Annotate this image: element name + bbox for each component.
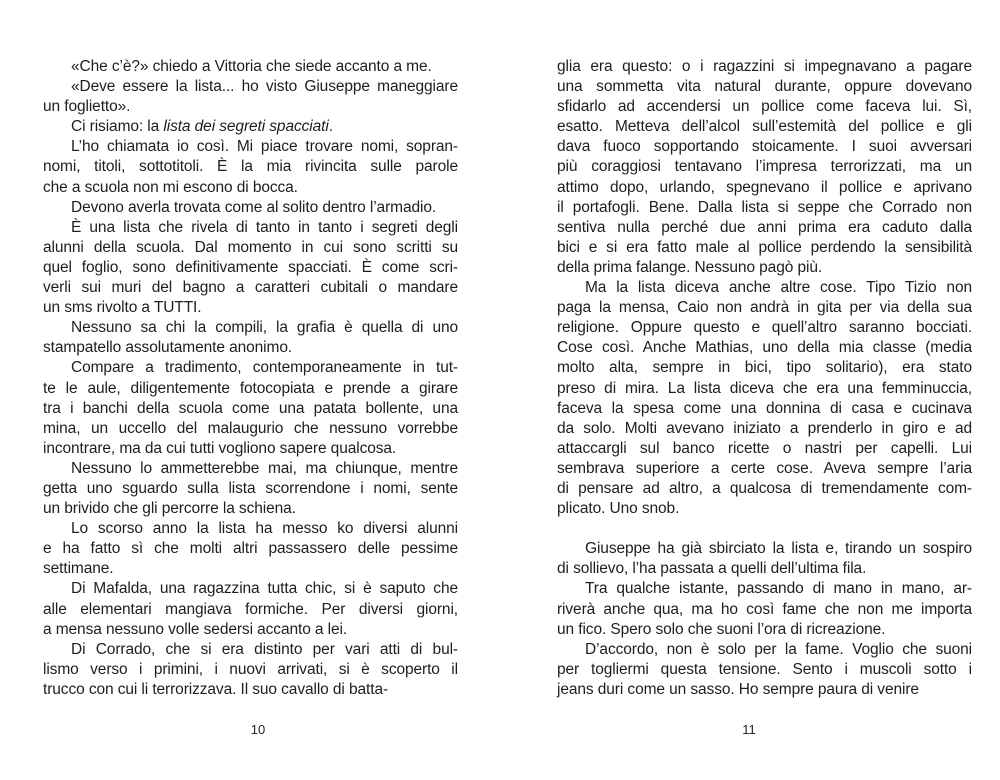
paragraph: [557, 640, 972, 700]
paragraph: [557, 539, 972, 579]
text-line: un fico. Spero solo che suoni l’ora di ricreazione.: [557, 620, 886, 638]
text-line: faceva la spesa come una donnina di casa e cucinava: [557, 399, 972, 417]
text-line: Giuseppe ha già sbirciato la lista e, tirando un sospiro: [585, 540, 972, 558]
text-line: Di Mafalda, una ragazzina tutta chic, si è saputo che: [71, 580, 458, 598]
text-line: di pensare ad altro, a qualcosa di tremendamente com-: [557, 479, 972, 497]
text-line: mina, un uccello del malaugurio che nessuno vorrebbe: [43, 419, 458, 437]
text-line: a mensa nessuno volle sedersi accanto a lei.: [43, 620, 348, 638]
text-line: da solo. Molti avevano iniziato a prenderlo in giro e ad: [557, 419, 972, 437]
text-line: riverà anche qua, ma ho così fame che non me importa: [557, 600, 972, 618]
text-line: L’ho chiamata io così. Mi piace trovare nomi, sopran-: [71, 138, 458, 156]
text-line: attimo dopo, urlando, spegnevano il pollice e aprivano: [557, 178, 972, 196]
text-line: quel foglio, sono definitivamente spacciati. È come scri-: [43, 258, 458, 276]
text-line: attaccargli sul banco ricette o nastri per capelli. Lui: [557, 439, 972, 457]
text-line: esatto. Metteva dell’alcol sull’estemità del pollice e gli: [557, 118, 972, 136]
text-line: Ma la lista diceva anche altre cose. Tipo Tizio non: [585, 279, 972, 297]
text-line: trucco con cui li terrorizzava. Il suo cavallo di batta-: [43, 680, 389, 698]
paragraph: [557, 57, 972, 278]
text-line: una sommetta vita natural durante, oppure dovevano: [557, 78, 972, 96]
paragraph: [43, 77, 458, 117]
text-line: un brivido che gli percorre la schiena.: [43, 500, 296, 518]
paragraph: [43, 218, 458, 318]
text-line: Nessuno lo ammetterebbe mai, ma chiunque, mentre: [71, 459, 458, 477]
paragraph: [43, 117, 458, 137]
text-line: verli sui muri del bagno a caratteri cubitali o mandare: [43, 279, 458, 297]
paragraph: [43, 137, 458, 197]
paragraph: [557, 278, 972, 519]
text-line: È una lista che rivela di tanto in tanto i segreti degli: [71, 218, 458, 236]
text-line: Di Corrado, che si era distinto per vari atti di bul-: [71, 640, 458, 658]
text-line: Devono averla trovata come al solito dentro l’armadio.: [71, 198, 437, 216]
text-line: bici e si era fatto male al pollice perdendo la sensibilità: [557, 238, 972, 256]
text-line: preso di mira. La lista diceva che era una femminuccia,: [557, 379, 972, 397]
text-line: Cose così. Anche Mathias, uno della mia classe (media: [557, 339, 972, 357]
page-number-left: 10: [250, 722, 266, 737]
text-line: tra i banchi della scuola come una patata bollente, una: [43, 399, 458, 417]
text-line: lismo verso i primini, i nuovi arrivati, si è scoperto il: [43, 660, 458, 678]
paragraph: [43, 57, 458, 77]
text-line: dava fuoco sopportando stoicamente. I suoi avversari: [557, 138, 972, 156]
text-line: te le aule, diligentemente fotocopiata e prende a girare: [43, 379, 458, 397]
italic-text: lista dei segreti spacciati: [163, 118, 329, 136]
paragraph: [557, 579, 972, 639]
text-line: alunni della scuola. Dal momento in cui sono scritti su: [43, 238, 458, 256]
text-line: Compare a tradimento, contemporaneamente in tut-: [71, 359, 458, 377]
text-line: sentiva nulla perché due anni prima era caduto dalla: [557, 218, 972, 236]
text-segment: .: [328, 118, 333, 136]
text-line: «Deve essere la lista... ho visto Giuseppe maneggiare: [71, 78, 458, 96]
text-line: Lo scorso anno la lista ha messo ko diversi alunni: [71, 520, 458, 538]
text-line: incontrare, ma da cui tutti vogliono sapere qualcosa.: [43, 439, 397, 457]
paragraph: [43, 640, 458, 700]
text-segment: Ci risiamo: la: [71, 118, 164, 136]
text-line: plicato. Uno snob.: [557, 500, 680, 518]
paragraph: [43, 579, 458, 639]
text-line: Nessuno sa chi la compili, la grafia è quella di uno: [71, 319, 458, 337]
paragraph: [43, 459, 458, 519]
text-line: glia era questo: o i ragazzini si impegnavano a pagare: [557, 58, 972, 75]
text-line: stampatello assolutamente anonimo.: [43, 339, 293, 357]
text-line: nomi, titoli, sottotitoli. È la mia rivincita sulle parole: [43, 158, 458, 176]
text-line: della prima falange. Nessuno pagò più.: [557, 258, 823, 276]
paragraph: [43, 358, 458, 458]
text-line: Tra qualche istante, passando di mano in mano, ar-: [585, 580, 972, 598]
page-left-text-block: [43, 57, 458, 700]
text-line: jeans duri come un sasso. Ho sempre paura di venire: [557, 680, 919, 698]
text-line: «Che c’è?» chiedo a Vittoria che siede accanto a me.: [71, 58, 432, 75]
text-line: per togliermi questa tensione. Sento i muscoli sotto i: [557, 660, 972, 678]
paragraph: [43, 198, 458, 218]
page-number-right: 11: [742, 722, 756, 737]
text-line: molto alta, sempre in bici, tipo solitario), era stato: [557, 359, 972, 377]
text-line: D’accordo, non è solo per la fame. Voglio che suoni: [585, 640, 972, 658]
paragraph: [43, 318, 458, 358]
text-line: il portafogli. Bene. Dalla lista si seppe che Corrado non: [557, 198, 972, 216]
text-line: sembrava superiore a certe cose. Aveva sempre l’aria: [557, 459, 972, 477]
text-line: paga la mensa, Caio non andrà in gita per via della sua: [557, 299, 972, 317]
text-line: e ha fatto sì che molti altri passassero delle pessime: [43, 540, 458, 558]
text-line: un sms rivolto a TUTTI.: [43, 299, 202, 317]
text-line: di sollievo, l’ha passata a quelli dell’ultima fila.: [557, 560, 867, 578]
text-line: religione. Oppure questo e quell’altro saranno bocciati.: [557, 319, 972, 337]
text-line: settimane.: [43, 560, 114, 578]
text-line: [43, 117, 458, 137]
text-line: sfidarlo ad accendersi un pollice come faceva lui. Sì,: [557, 98, 972, 116]
text-line: getta uno sguardo sulla lista scorrendone i nomi, sente: [43, 479, 458, 497]
text-line: più coraggiosi tentavano l’impresa terrorizzati, ma un: [557, 158, 972, 176]
text-line: che a scuola non mi escono di bocca.: [43, 178, 298, 196]
page-right-text-block: [557, 57, 972, 700]
paragraph: [43, 519, 458, 579]
text-line: un foglietto».: [43, 98, 131, 116]
text-line: alle elementari mangiava formiche. Per diversi giorni,: [43, 600, 458, 618]
